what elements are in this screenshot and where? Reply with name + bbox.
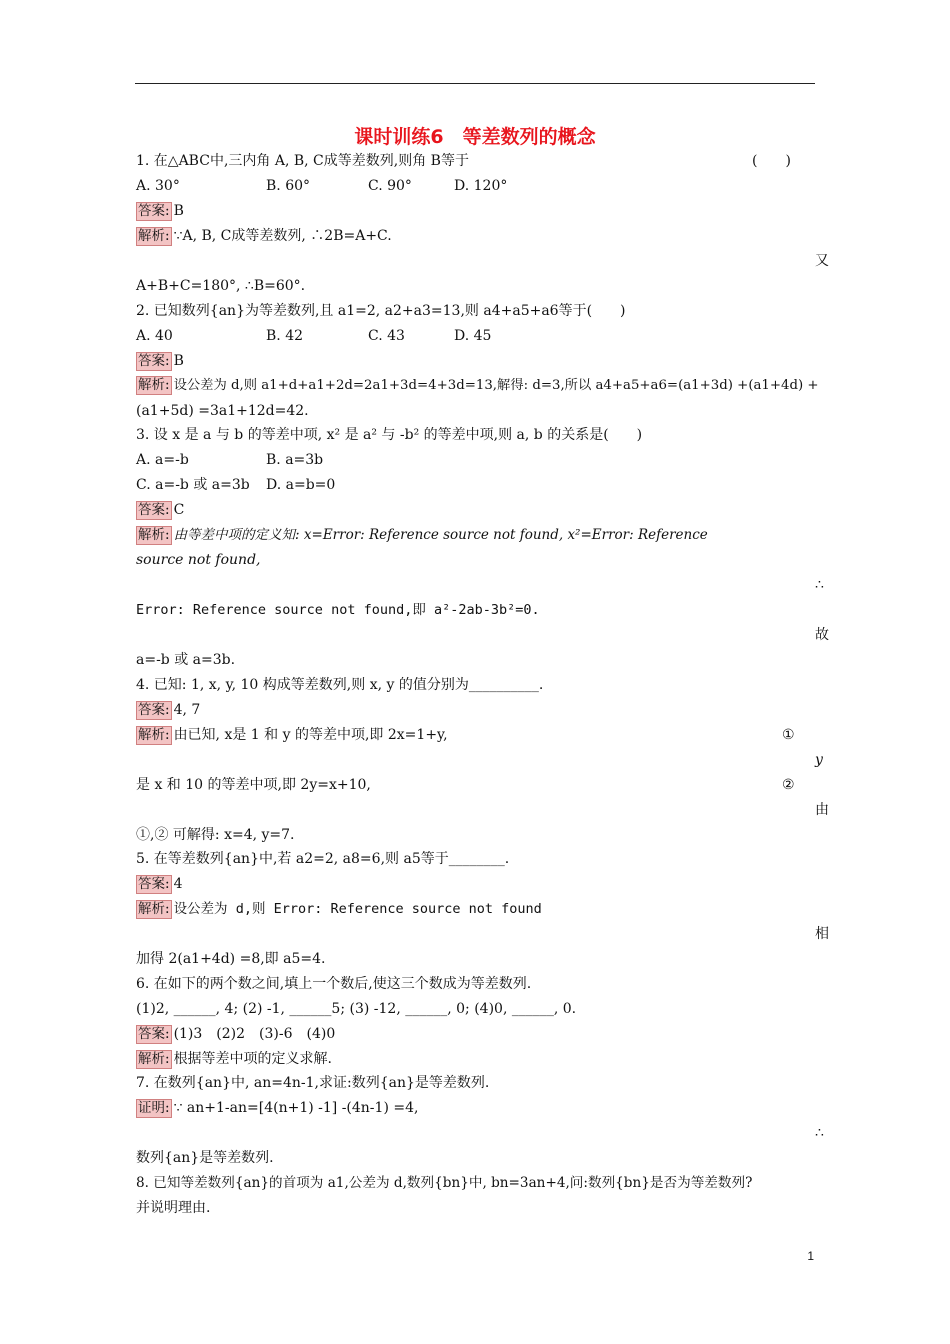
analysis-text: 由已知, x是 1 和 y 的等差中项,即 2x=1+y, xyxy=(173,727,448,743)
q6-analysis xyxy=(136,1049,332,1069)
answer-value: 4 xyxy=(173,876,183,892)
q2-analysis-cont: (a1+5d) =3a1+12d=42. xyxy=(136,403,309,419)
q4-right-char: y xyxy=(815,752,823,768)
q2-answer xyxy=(136,351,184,371)
q1-stem: 1. 在△ABC中,三内角 A, B, C成等差数列,则角 B等于 xyxy=(136,153,469,169)
page-title: 课时训练6 等差数列的概念 xyxy=(354,126,596,148)
proof-text: ∵ an+1-an=[4(n+1) -1] -(4n-1) =4, xyxy=(173,1100,419,1116)
analysis-tag: 解析: xyxy=(138,377,170,393)
analysis-tag: 解析: xyxy=(138,1051,170,1067)
q2-option-d: D. 45 xyxy=(454,328,492,344)
page-number: 1 xyxy=(807,1249,814,1263)
q3-therefore: ∴ xyxy=(815,577,824,593)
q1-option-a: A. 30° xyxy=(136,178,180,194)
q1-answer xyxy=(136,201,184,221)
q1-analysis xyxy=(136,226,392,246)
q2-options xyxy=(136,326,491,346)
q3-right-char: 故 xyxy=(815,627,829,643)
analysis-text: 设公差为 d,则 Error: Reference source not found xyxy=(173,901,542,917)
answer-tag: 答案: xyxy=(138,702,170,718)
q2-option-a: A. 40 xyxy=(136,328,173,344)
q1-option-c: C. 90° xyxy=(368,178,412,194)
q4-line2: 是 x 和 10 的等差中项,即 2y=x+10, xyxy=(136,777,371,793)
q3-analysis xyxy=(136,525,708,545)
q3-option-b: B. a=3b xyxy=(266,452,324,468)
q1-paren: ( ) xyxy=(752,153,791,169)
q4-answer xyxy=(136,700,200,720)
header-rule xyxy=(135,83,815,84)
q1-analysis-cont: A+B+C=180°, ∴B=60°. xyxy=(136,278,306,294)
q5-analysis xyxy=(136,899,542,919)
analysis-tag: 解析: xyxy=(138,727,170,743)
q3-option-d: D. a=b=0 xyxy=(266,477,336,493)
answer-tag: 答案: xyxy=(138,502,170,518)
q7-line2: 数列{an}是等差数列. xyxy=(136,1150,274,1166)
q1-options xyxy=(136,176,507,196)
q4-line3: ①,② 可解得: x=4, y=7. xyxy=(136,827,295,843)
q3-option-c: C. a=-b 或 a=3b xyxy=(136,477,250,493)
proof-tag: 证明: xyxy=(138,1100,170,1116)
answer-tag: 答案: xyxy=(138,1026,170,1042)
q2-option-c: C. 43 xyxy=(368,328,405,344)
q8-line2: 并说明理由. xyxy=(136,1200,211,1216)
q7-stem: 7. 在数列{an}中, an=4n-1,求证:数列{an}是等差数列. xyxy=(136,1075,490,1091)
analysis-tag: 解析: xyxy=(138,228,170,244)
q3-analysis-cont: source not found, xyxy=(136,552,261,568)
analysis-tag: 解析: xyxy=(138,901,170,917)
q6-stem: 6. 在如下的两个数之间,填上一个数后,使这三个数成为等差数列. xyxy=(136,976,532,992)
q8-stem: 8. 已知等差数列{an}的首项为 a1,公差为 d,数列{bn}中, bn=3an+4,问:数列{bn}是否为等差数列? xyxy=(136,1175,753,1191)
answer-tag: 答案: xyxy=(138,876,170,892)
answer-tag: 答案: xyxy=(138,203,170,219)
analysis-text: ∵A, B, C成等差数列, ∴2B=A+C. xyxy=(173,228,392,244)
q1-option-b: B. 60° xyxy=(266,178,311,194)
answer-value: (1)3 (2)2 (3)-6 (4)0 xyxy=(173,1026,336,1042)
q7-proof xyxy=(136,1098,418,1118)
q4-right-char-2: 由 xyxy=(815,802,829,818)
q4-mark-2: ② xyxy=(782,777,795,793)
q3-stem: 3. 设 x 是 a 与 b 的等差中项, x² 是 a² 与 -b² 的等差中项,则 a, b 的关系是( ) xyxy=(136,427,643,443)
q3-option-a: A. a=-b xyxy=(136,452,189,468)
q4-mark-1: ① xyxy=(782,727,795,743)
q3-line4: a=-b 或 a=3b. xyxy=(136,652,236,668)
q1-right-char: 又 xyxy=(815,253,829,269)
q5-line2: 加得 2(a1+4d) =8,即 a5=4. xyxy=(136,951,326,967)
q2-analysis xyxy=(136,376,819,396)
q3-answer xyxy=(136,500,184,520)
q3-options-row2 xyxy=(136,475,335,495)
q5-right-char: 相 xyxy=(815,926,829,942)
answer-tag: 答案: xyxy=(138,353,170,369)
q3-options-row1 xyxy=(136,450,323,470)
q5-stem: 5. 在等差数列{an}中,若 a2=2, a8=6,则 a5等于________. xyxy=(136,851,510,867)
answer-value: C xyxy=(173,502,185,518)
q5-answer xyxy=(136,874,182,894)
q2-stem: 2. 已知数列{an}为等差数列,且 a1=2, a2+a3=13,则 a4+a5+a6等于( ) xyxy=(136,303,626,319)
answer-value: B xyxy=(173,353,184,369)
answer-value: 4, 7 xyxy=(173,702,201,718)
analysis-text: 由等差中项的定义知: x=Error: Reference source not found, x²=Error: Reference xyxy=(173,527,708,543)
q6-items: (1)2, ______, 4; (2) -1, ______5; (3) -12, ______, 0; (4)0, ______, 0. xyxy=(136,1001,577,1017)
q6-answer xyxy=(136,1024,335,1044)
q3-line3: Error: Reference source not found,即 a²-2ab-3b²=0. xyxy=(136,602,540,618)
answer-value: B xyxy=(173,203,184,219)
q2-option-b: B. 42 xyxy=(266,328,304,344)
analysis-tag: 解析: xyxy=(138,527,170,543)
q4-stem: 4. 已知: 1, x, y, 10 构成等差数列,则 x, y 的值分别为__________. xyxy=(136,677,544,693)
q4-analysis xyxy=(136,725,448,745)
analysis-text: 根据等差中项的定义求解. xyxy=(173,1051,333,1067)
q1-option-d: D. 120° xyxy=(454,178,508,194)
q7-therefore: ∴ xyxy=(815,1125,824,1141)
analysis-text: 设公差为 d,则 a1+d+a1+2d=2a1+3d=4+3d=13,解得: d=3,所以 a4+a5+a6=(a1+3d) +(a1+4d) + xyxy=(173,378,819,393)
